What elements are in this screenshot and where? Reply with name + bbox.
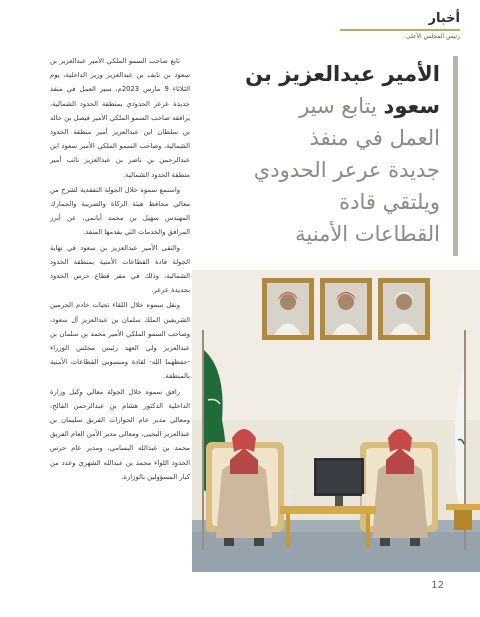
body-paragraph-3: والتقى الأمير عبدالعزيز بن سعود في نهاية الجولة قادة القطاعات الأمنية بمنطقة الحدود الشمالية، وذلك في مقر قطاع حرس الحدود بجديدة عرعر.	[50, 243, 190, 295]
headline	[214, 58, 440, 250]
headline-line-1: الأمير عبدالعزيز بن	[245, 62, 440, 86]
headline-line-5: ويلتقي قادة	[339, 190, 440, 214]
article-photo	[192, 270, 480, 572]
portrait-frames	[262, 278, 430, 340]
body-paragraph-4: ونقل سموه خلال اللقاء تحيات خادم الحرمين الشريفين الملك سلمان بن عبدالعزيز آل سعود، وصاحب السمو الملكي الأمير محمد بن سلمان بن عبدالعزيز ولي العهد رئيس مجلس الوزراء -حفظهما الله- لقادة ومنسوبي القطاعات الأمنية بالمنطقة.	[50, 301, 190, 381]
body-paragraph-5: رافق سموه خلال الجولة معالي وكيل وزارة الداخلية الدكتور هشام بن عبدالرحمن الفالح، ومعالي مدير عام الجوازات الفريق سليمان بن عبدالعزيز اليحيى، ومعالي مدير الأمن العام الفريق محمد بن عبدالله البسامي، ومدير عام حرس الحدود اللواء محمد بن عبدالله الشهري وعدد من كبار المسؤولين بالوزارة.	[50, 387, 190, 481]
meeting-photo-illustration	[192, 270, 480, 572]
headline-line-2-strong: سعود	[383, 94, 440, 118]
headline-line-6: القطاعات الأمنية	[295, 222, 440, 246]
section-title: أخبار	[428, 11, 460, 26]
headline-accent-bar	[453, 56, 458, 256]
headline-line-4: جديدة عرعر الحدودي	[253, 158, 440, 182]
section-subtitle: رئيس المجلس الأعلى	[406, 33, 460, 40]
headline-line-2	[214, 90, 440, 122]
article-body	[50, 54, 190, 554]
headline-line-2-rest: يتابع سير	[299, 94, 384, 118]
section-header	[340, 12, 460, 41]
headline-box	[204, 56, 458, 264]
body-paragraph-1: تابع صاحب السمو الملكي الأمير عبدالعزيز بن سعود بن نايف بن عبدالعزيز وزير الداخلية، يوم الثلاثاء 9 مارس 2023م، سير العمل في منفذ جديدة عرعر الحدودي بمنطقة الحدود الشمالية، يرافقه صاحب السمو الملكي الأمير فيصل بن خالد بن سلطان ابن عبدالعزيز أمير منطقة الحدود الشمالية، وصاحب السمو الملكي الأمير سعود ابن عبدالرحمن بن ناصر بن عبدالعزيز نائب أمير منطقة الحدود الشمالية.	[50, 57, 190, 179]
body-paragraph-2: واستمع سموه خلال الجولة التفقدية لشرح من معالي محافظ هيئة الزكاة والضريبة والجمارك المهندس سهيل بن محمد أبانمي، عن أبرز المرافق والخدمات التي يقدمها المنفذ.	[50, 185, 190, 237]
page-number: 12	[431, 580, 444, 591]
headline-line-3: العمل في منفذ	[309, 126, 440, 150]
section-rule	[340, 29, 460, 31]
